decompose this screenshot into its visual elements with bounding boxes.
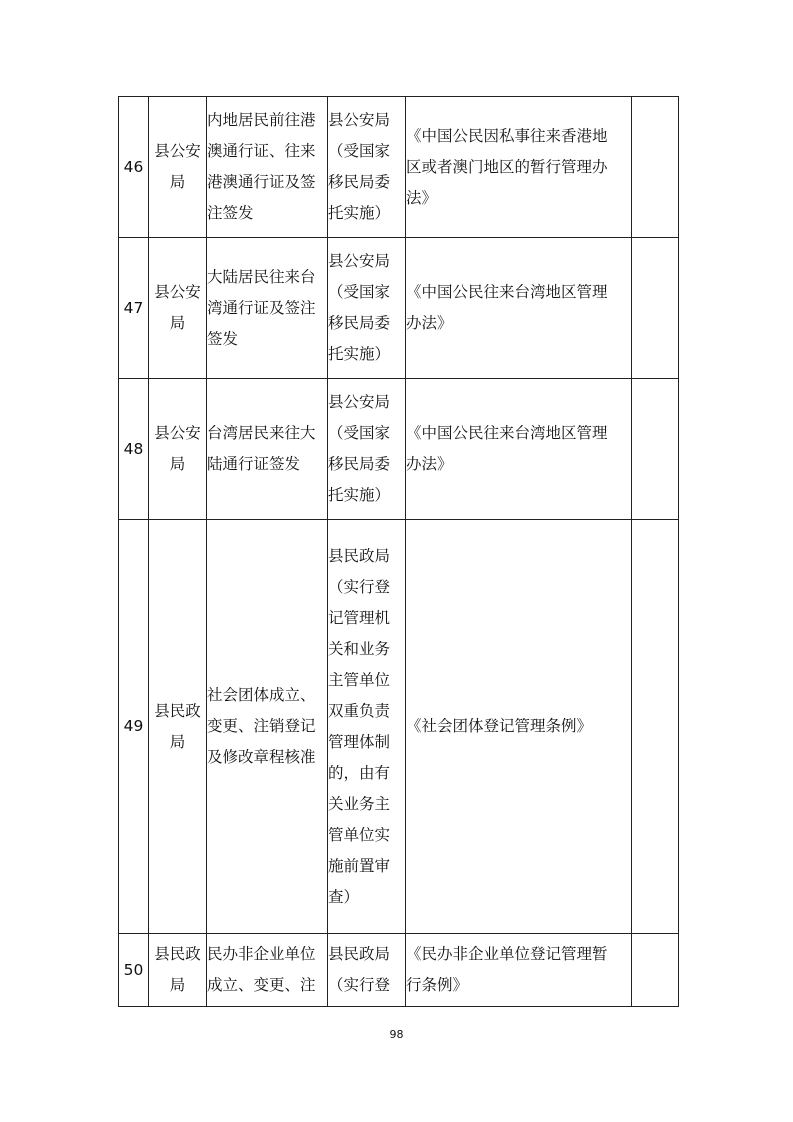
legal-basis-cell: 《中国公民往来台湾地区管理 办法》 [406, 238, 632, 379]
row-number: 46 [119, 97, 149, 238]
item-name-cell: 社会团体成立、 变更、注销登记 及修改章程核准 [207, 520, 328, 934]
note-cell [632, 97, 679, 238]
row-number: 47 [119, 238, 149, 379]
item-name-cell: 民办非企业单位 成立、变更、注 [207, 934, 328, 1007]
row-number: 48 [119, 379, 149, 520]
item-name-cell: 台湾居民来往大 陆通行证签发 [207, 379, 328, 520]
legal-basis-cell: 《民办非企业单位登记管理暂 行条例》 [406, 934, 632, 1007]
implementing-body-cell: 县公安局 （受国家 移民局委 托实施） [328, 238, 406, 379]
table-row [119, 238, 679, 379]
table-row [119, 379, 679, 520]
department-cell: 县公安 局 [149, 379, 207, 520]
note-cell [632, 238, 679, 379]
table-row [119, 97, 679, 238]
page-number: 98 [389, 1028, 404, 1041]
department-cell: 县公安 局 [149, 238, 207, 379]
legal-basis-cell: 《中国公民往来台湾地区管理 办法》 [406, 379, 632, 520]
row-number: 50 [119, 934, 149, 1007]
item-name-cell: 大陆居民往来台 湾通行证及签注 签发 [207, 238, 328, 379]
implementing-body-cell: 县民政局 （实行登 记管理机 关和业务 主管单位 双重负责 管理体制 的，由有 关业务主 管单位实 施前置审 查） [328, 520, 406, 934]
note-cell [632, 520, 679, 934]
department-cell: 县民政 局 [149, 934, 207, 1007]
row-number: 49 [119, 520, 149, 934]
legal-basis-cell: 《中国公民因私事往来香港地 区或者澳门地区的暂行管理办 法》 [406, 97, 632, 238]
implementing-body-cell: 县民政局 （实行登 [328, 934, 406, 1007]
legal-basis-cell: 《社会团体登记管理条例》 [406, 520, 632, 934]
implementing-body-cell: 县公安局 （受国家 移民局委 托实施） [328, 97, 406, 238]
note-cell [632, 934, 679, 1007]
item-name-cell: 内地居民前往港 澳通行证、往来 港澳通行证及签 注签发 [207, 97, 328, 238]
implementing-body-cell: 县公安局 （受国家 移民局委 托实施） [328, 379, 406, 520]
department-cell: 县民政 局 [149, 520, 207, 934]
table-row [119, 934, 679, 1007]
department-cell: 县公安 局 [149, 97, 207, 238]
table-row [119, 520, 679, 934]
approval-items-table [118, 96, 679, 1007]
note-cell [632, 379, 679, 520]
